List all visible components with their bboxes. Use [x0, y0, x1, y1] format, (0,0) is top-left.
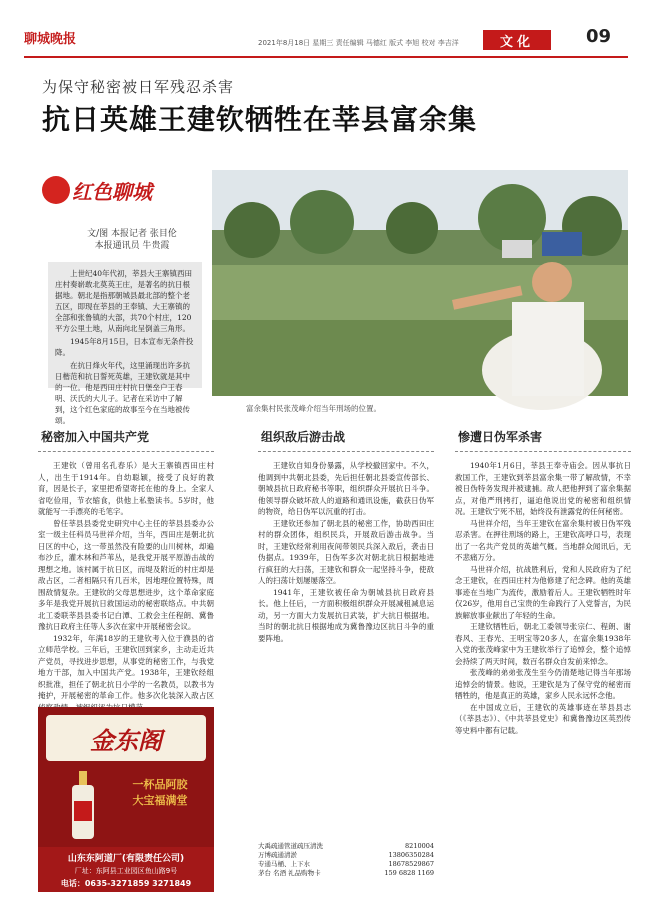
ad-address: 厂址：东阿县工业园区鱼山路9号 — [74, 867, 178, 875]
classified-name: 茅台 名酒 礼品购物卡 — [258, 869, 321, 877]
section-title: 秘密加入中国共产党 — [38, 428, 214, 452]
section-paragraph: 在中国成立后，王建钦的英雄事迹在莘县县志（《莘县志》）、《中共莘县党史》和冀鲁豫边区英烈传等史料中都有记载。 — [455, 702, 631, 735]
header-rule — [24, 56, 628, 58]
classified-row — [258, 851, 434, 860]
section-paragraph: 1941年，王建钦被任命为朝城县抗日政府县长。他上任后，一方面积极组织群众开展减租减息运动，另一方面大力发展抗日武装，扩大抗日根据地。当时的朝北抗日根据地成为冀鲁豫边区抗日斗争的重要阵地。 — [258, 587, 434, 643]
classified-phone: 18678529867 — [388, 860, 434, 868]
slogan-line: 大宝福满堂 — [132, 794, 188, 807]
classified-phone: 13806350284 — [388, 851, 434, 859]
brand-text: 红色聊城 — [72, 180, 152, 204]
section-paragraph: 1932年，年满18岁的王建钦考入位于濮县的省立师范学校。三年后，王建钦回到家乡，主动走近共产党员，寻找进步思想，从事党的秘密工作，与我党地方干部，加入中国共产党。1938年，王建钦经组织批准，担任了朝北抗日小学的一名教员，以教书为掩护，开展秘密的革命工作。他多次化装深入敌占区 — [38, 633, 214, 700]
classified-phone: 159 6828 1169 — [384, 869, 434, 877]
byline-reporter: 文/图 本报记者 张目伦 — [87, 229, 177, 239]
classified-phone: 8210004 — [405, 842, 434, 850]
lede-box — [48, 262, 202, 425]
red-liaocheng-brand — [42, 170, 160, 212]
classified-name: 万博疏通清淤 — [258, 851, 297, 859]
section-paragraph: 马世祥介绍，当年王建钦在富余集村被日伪军残忍杀害。在押往刑场的路上，王建钦高呼口号，表现出了一名共产党员的英雄气概。当地群众闻讯后，无不悲痛万分。 — [455, 518, 631, 562]
bottle-icon — [68, 771, 98, 841]
ad-logo-text: 金东阁 — [90, 725, 162, 755]
section-body — [455, 460, 631, 864]
section-column — [258, 428, 434, 864]
section-paragraph: 王建钦还参加了朝北县的秘密工作，协助西田庄村的群众团体，组织民兵，开展敌后游击战争。当时，王建钦经常利用夜间带领民兵深入敌后，袭击日伪据点。1939年，日伪军多次对朝北抗日根据地进行疯狂的大扫荡，王建钦和群众一起坚持斗争，使敌人的扫荡计划屡屡落空。 — [258, 518, 434, 585]
advertisement — [38, 707, 214, 892]
section-paragraph: 王建钦牺牲后，朝北工委领导张宗仁、程朗、谢春风、王春光、王明宝等20多人，在富余集1938年入党的张茂峰家中为王建钦举行了追悼会，整个追悼会持续了两天时间，数百名群众自发前来悼念。 — [455, 622, 631, 666]
classified-name: 大禹疏通管道疏压清洗 — [258, 842, 323, 850]
masthead — [0, 0, 651, 60]
section-paragraph: 1940年1月6日，莘县王奉寺庙会。因从事抗日救国工作，王建钦到莘县富余集一带了解敌情，不幸被日伪特务发现并被逮捕。敌人把他押到了富余集据点，对他严刑拷打，逼迫他说出党的秘密和组织情况。王建钦宁死不屈，始终没有泄露党的任何秘密。 — [455, 461, 631, 516]
kicker: 为保守秘密被日军残忍杀害 — [42, 78, 235, 96]
classified-row — [258, 842, 434, 851]
page-number: 09 — [586, 26, 612, 47]
slogan-line: 一杯品阿胶 — [132, 778, 188, 791]
ad-footer — [38, 847, 214, 892]
ad-company: 山东东阿道厂(有限责任公司) — [67, 854, 185, 864]
party-emblem-icon — [42, 176, 70, 204]
section-paragraph: 曾任莘县县委党史研究中心主任的莘县县委办公室一级主任科员马世祥介绍，当年，西田庄是朝北抗日区的中心，这一带虽然没有险要的山川树林，却遍布沙丘，灌木林和芦苇丛，是我党开展平原游击战的理想之地。该村属于抗日区，而堤及附近的村庄却是敌占区，二者相隔只有几百米，因地理位置特殊，周围敌情复杂。王建钦的父母思想进步，这个革命家庭多年是我党开展抗日救国运动的秘密联络点。中共朝北工委联莘县县委书记白潭、工救会主任程朗、冀鲁豫抗日政府主任等人多次在家中开展秘密会议。 — [38, 518, 214, 631]
lede-paragraph: 上世纪40年代初，莘县大王寨镇西田庄村奏崭敢北莫英王庄，是著名的抗日根据地。朝北是指那朝城县最北部的整个老五区，即现在莘县的王奉镇、大王寨镇的全部和张鲁镇的大部，共70个村庄，120平方公里土地，从南向北呈倒盖三角形。 — [55, 269, 193, 333]
section-title: 惨遭日伪军杀害 — [455, 428, 631, 452]
photo-caption: 富余集村民张茂峰介绍当年刑场的位置。 — [246, 404, 381, 413]
section-column — [38, 428, 214, 728]
classified-name: 专通马桶、上下水 — [258, 860, 310, 868]
section-column — [455, 428, 631, 864]
section-body — [38, 460, 214, 728]
section-paragraph: 张茂峰的弟弟张茂生至今仍清楚地记得当年那场追悼会的情景。他说，王建钦是为了保守党的秘密而牺牲的，他是真正的英雄，家乡人民永远怀念他。 — [455, 668, 631, 700]
lede-paragraph: 在抗日烽火年代，这里涌现出许多抗日楷范和抗日誓死英雄，王建钦就是其中的一位。他是西田庄村抗日堡垒户王春明、沃氏的大儿子。记者在采访中了解到，这个红色家庭的故事至今在当地被传颂。 — [55, 361, 190, 425]
photo-illustration — [212, 170, 628, 396]
paper-name: 聊城晚报 — [24, 32, 77, 47]
classified-row — [258, 860, 434, 869]
ad-slogan — [114, 777, 206, 809]
byline — [62, 228, 202, 252]
section-title: 组织敌后游击战 — [258, 428, 434, 452]
section-paragraph: 王建钦自知身份暴露，从学校撤回家中。不久，他调到中共朝北县委，先后担任朝北县委宣传部长、朝城县抗日政府秘书等职，组织群众开展抗日斗争。他领导群众破坏敌人的道路和通讯设施，截获日伪军的物资，给日伪军以沉重的打击。 — [258, 461, 434, 516]
issue-meta: 2021年8月18日 星期三 责任编辑 马德红 版式 李旭 校对 李吉洋 — [258, 39, 459, 47]
section-paragraph: 王建钦（曾用名孔春乐）是大王寨镇西田庄村人，出生于1914年。自幼聪颖，接受了良好的教育，因是长子，家里把希望寄托在他的身上。全家人省吃俭用，节衣缩食，供他上私塾读书。5岁时，他就能写一手漂亮的毛笔字。 — [38, 461, 214, 516]
classifieds — [258, 842, 434, 878]
section-body — [258, 460, 434, 864]
headline: 抗日英雄王建钦牺牲在莘县富余集 — [42, 103, 478, 136]
classified-row — [258, 869, 434, 878]
lede-paragraph: 1945年8月15日，日本宣布无条件投降。 — [55, 337, 194, 357]
section-tag: 文化 — [483, 30, 551, 50]
article-photo — [212, 170, 628, 396]
section-paragraph: 马世祥介绍，抗战胜利后，党和人民政府为了纪念王建钦，在西田庄村为他修建了纪念碑。他的英雄事迹在当地广为流传，激励着后人。王建钦牺牲时年仅26岁，他用自己宝贵的生命践行了入党誓言，为民族解放事业献出了年轻的生命。 — [455, 564, 631, 620]
byline-correspondent: 本报通讯员 牛贵霞 — [94, 241, 170, 251]
ad-phone: 电话：0635-3271859 3271849 — [60, 879, 192, 888]
ad-logo — [46, 715, 206, 761]
